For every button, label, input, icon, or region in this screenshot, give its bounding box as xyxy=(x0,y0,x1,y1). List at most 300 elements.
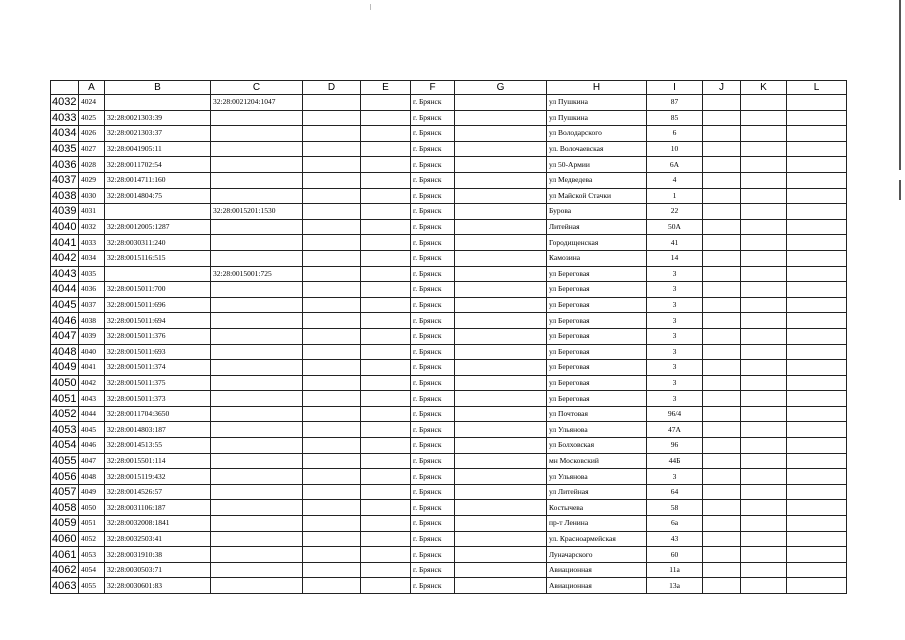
cell-j[interactable] xyxy=(703,141,741,157)
cell-h[interactable]: ул Медведева xyxy=(547,172,647,188)
cell-c[interactable] xyxy=(211,282,303,298)
cell-g[interactable] xyxy=(455,344,547,360)
cell-a[interactable]: 4030 xyxy=(79,188,105,204)
column-header-i[interactable]: I xyxy=(647,81,703,95)
cell-g[interactable] xyxy=(455,547,547,563)
cell-g[interactable] xyxy=(455,126,547,142)
cell-k[interactable] xyxy=(741,282,787,298)
cell-d[interactable] xyxy=(303,126,361,142)
cell-i[interactable]: 41 xyxy=(647,235,703,251)
cell-i[interactable]: 60 xyxy=(647,547,703,563)
cell-b[interactable]: 32:28:0015011:694 xyxy=(105,313,211,329)
cell-d[interactable] xyxy=(303,188,361,204)
column-header-g[interactable]: G xyxy=(455,81,547,95)
cell-i[interactable]: 3 xyxy=(647,282,703,298)
cell-k[interactable] xyxy=(741,110,787,126)
cell-e[interactable] xyxy=(361,406,411,422)
cell-b[interactable]: 32:28:0011702:54 xyxy=(105,157,211,173)
cell-h[interactable]: Городищенская xyxy=(547,235,647,251)
cell-i[interactable]: 6 xyxy=(647,126,703,142)
cell-h[interactable]: ул Береговая xyxy=(547,297,647,313)
cell-h[interactable]: ул Ульянова xyxy=(547,469,647,485)
cell-h[interactable]: ул 50-Армии xyxy=(547,157,647,173)
cell-e[interactable] xyxy=(361,219,411,235)
cell-i[interactable]: 43 xyxy=(647,531,703,547)
cell-i[interactable]: 58 xyxy=(647,500,703,516)
cell-d[interactable] xyxy=(303,578,361,594)
cell-j[interactable] xyxy=(703,547,741,563)
cell-c[interactable] xyxy=(211,141,303,157)
cell-j[interactable] xyxy=(703,95,741,111)
cell-a[interactable]: 4037 xyxy=(79,297,105,313)
cell-h[interactable]: ул Береговая xyxy=(547,328,647,344)
cell-f[interactable]: г. Брянск xyxy=(411,313,455,329)
cell-b[interactable]: 32:28:0030601:83 xyxy=(105,578,211,594)
cell-a[interactable]: 4033 xyxy=(79,235,105,251)
cell-i[interactable]: 1 xyxy=(647,188,703,204)
cell-f[interactable]: г. Брянск xyxy=(411,235,455,251)
cell-i[interactable]: 87 xyxy=(647,95,703,111)
cell-f[interactable]: г. Брянск xyxy=(411,110,455,126)
cell-a[interactable]: 4042 xyxy=(79,375,105,391)
cell-c[interactable] xyxy=(211,360,303,376)
cell-d[interactable] xyxy=(303,422,361,438)
cell-l[interactable] xyxy=(787,375,847,391)
cell-h[interactable]: ул Береговая xyxy=(547,266,647,282)
cell-a[interactable]: 4051 xyxy=(79,516,105,532)
column-header-a[interactable]: A xyxy=(79,81,105,95)
cell-j[interactable] xyxy=(703,172,741,188)
cell-k[interactable] xyxy=(741,453,787,469)
cell-l[interactable] xyxy=(787,360,847,376)
cell-h[interactable]: ул Володарского xyxy=(547,126,647,142)
cell-g[interactable] xyxy=(455,188,547,204)
cell-d[interactable] xyxy=(303,266,361,282)
cell-h[interactable]: ул Болховская xyxy=(547,438,647,454)
cell-g[interactable] xyxy=(455,484,547,500)
cell-j[interactable] xyxy=(703,516,741,532)
cell-d[interactable] xyxy=(303,547,361,563)
cell-h[interactable]: ул Пушкина xyxy=(547,110,647,126)
cell-d[interactable] xyxy=(303,313,361,329)
cell-a[interactable]: 4027 xyxy=(79,141,105,157)
cell-f[interactable]: г. Брянск xyxy=(411,578,455,594)
cell-e[interactable] xyxy=(361,344,411,360)
cell-c[interactable]: 32:28:0015201:1530 xyxy=(211,204,303,220)
column-header-c[interactable]: C xyxy=(211,81,303,95)
row-number[interactable]: 4060 xyxy=(51,531,79,547)
cell-k[interactable] xyxy=(741,157,787,173)
cell-c[interactable] xyxy=(211,531,303,547)
cell-k[interactable] xyxy=(741,219,787,235)
cell-c[interactable] xyxy=(211,313,303,329)
cell-j[interactable] xyxy=(703,235,741,251)
cell-i[interactable]: 64 xyxy=(647,484,703,500)
row-number[interactable]: 4058 xyxy=(51,500,79,516)
cell-g[interactable] xyxy=(455,282,547,298)
cell-h[interactable]: ул Береговая xyxy=(547,375,647,391)
cell-c[interactable]: 32:28:0015001:725 xyxy=(211,266,303,282)
cell-b[interactable]: 32:28:0014711:160 xyxy=(105,172,211,188)
cell-a[interactable]: 4041 xyxy=(79,360,105,376)
cell-c[interactable] xyxy=(211,328,303,344)
cell-g[interactable] xyxy=(455,469,547,485)
cell-g[interactable] xyxy=(455,360,547,376)
cell-i[interactable]: 96 xyxy=(647,438,703,454)
cell-g[interactable] xyxy=(455,110,547,126)
cell-k[interactable] xyxy=(741,313,787,329)
cell-l[interactable] xyxy=(787,126,847,142)
cell-i[interactable]: 3 xyxy=(647,328,703,344)
cell-k[interactable] xyxy=(741,328,787,344)
cell-f[interactable]: г. Брянск xyxy=(411,95,455,111)
cell-d[interactable] xyxy=(303,453,361,469)
cell-g[interactable] xyxy=(455,438,547,454)
cell-i[interactable]: 3 xyxy=(647,297,703,313)
cell-c[interactable] xyxy=(211,562,303,578)
cell-b[interactable]: 32:28:0032008:1841 xyxy=(105,516,211,532)
cell-h[interactable]: ул Береговая xyxy=(547,344,647,360)
row-number[interactable]: 4035 xyxy=(51,141,79,157)
cell-j[interactable] xyxy=(703,469,741,485)
cell-e[interactable] xyxy=(361,204,411,220)
cell-b[interactable]: 32:28:0032503:41 xyxy=(105,531,211,547)
row-number[interactable]: 4054 xyxy=(51,438,79,454)
cell-k[interactable] xyxy=(741,547,787,563)
cell-k[interactable] xyxy=(741,126,787,142)
row-number[interactable]: 4052 xyxy=(51,406,79,422)
cell-g[interactable] xyxy=(455,204,547,220)
cell-h[interactable]: ул Береговая xyxy=(547,360,647,376)
cell-f[interactable]: г. Брянск xyxy=(411,562,455,578)
cell-j[interactable] xyxy=(703,422,741,438)
cell-i[interactable]: 10 xyxy=(647,141,703,157)
cell-j[interactable] xyxy=(703,531,741,547)
cell-d[interactable] xyxy=(303,469,361,485)
cell-d[interactable] xyxy=(303,110,361,126)
row-number[interactable]: 4063 xyxy=(51,578,79,594)
cell-k[interactable] xyxy=(741,375,787,391)
cell-k[interactable] xyxy=(741,204,787,220)
cell-l[interactable] xyxy=(787,313,847,329)
cell-j[interactable] xyxy=(703,344,741,360)
cell-i[interactable]: 6а xyxy=(647,516,703,532)
cell-l[interactable] xyxy=(787,297,847,313)
cell-l[interactable] xyxy=(787,157,847,173)
cell-b[interactable]: 32:28:0031106:187 xyxy=(105,500,211,516)
cell-b[interactable]: 32:28:0014803:187 xyxy=(105,422,211,438)
cell-b[interactable]: 32:28:0015119:432 xyxy=(105,469,211,485)
column-header-k[interactable]: K xyxy=(741,81,787,95)
cell-e[interactable] xyxy=(361,375,411,391)
cell-f[interactable]: г. Брянск xyxy=(411,188,455,204)
cell-j[interactable] xyxy=(703,453,741,469)
cell-a[interactable]: 4050 xyxy=(79,500,105,516)
cell-d[interactable] xyxy=(303,391,361,407)
cell-h[interactable]: мн Московский xyxy=(547,453,647,469)
cell-d[interactable] xyxy=(303,204,361,220)
cell-e[interactable] xyxy=(361,141,411,157)
cell-c[interactable] xyxy=(211,547,303,563)
row-number[interactable]: 4049 xyxy=(51,360,79,376)
cell-c[interactable] xyxy=(211,235,303,251)
cell-h[interactable]: ул Почтовая xyxy=(547,406,647,422)
cell-g[interactable] xyxy=(455,328,547,344)
cell-c[interactable] xyxy=(211,438,303,454)
cell-c[interactable] xyxy=(211,172,303,188)
row-number[interactable]: 4043 xyxy=(51,266,79,282)
cell-g[interactable] xyxy=(455,578,547,594)
cell-d[interactable] xyxy=(303,438,361,454)
cell-f[interactable]: г. Брянск xyxy=(411,282,455,298)
cell-i[interactable]: 3 xyxy=(647,313,703,329)
cell-b[interactable]: 32:28:0021303:37 xyxy=(105,126,211,142)
cell-h[interactable]: Авиационная xyxy=(547,562,647,578)
cell-f[interactable]: г. Брянск xyxy=(411,219,455,235)
cell-l[interactable] xyxy=(787,562,847,578)
cell-l[interactable] xyxy=(787,531,847,547)
cell-h[interactable]: ул Береговая xyxy=(547,313,647,329)
cell-e[interactable] xyxy=(361,484,411,500)
cell-l[interactable] xyxy=(787,453,847,469)
cell-e[interactable] xyxy=(361,578,411,594)
cell-k[interactable] xyxy=(741,95,787,111)
cell-g[interactable] xyxy=(455,219,547,235)
cell-j[interactable] xyxy=(703,500,741,516)
cell-i[interactable]: 96/4 xyxy=(647,406,703,422)
cell-c[interactable] xyxy=(211,157,303,173)
column-header-f[interactable]: F xyxy=(411,81,455,95)
cell-b[interactable] xyxy=(105,95,211,111)
cell-l[interactable] xyxy=(787,235,847,251)
cell-g[interactable] xyxy=(455,141,547,157)
cell-a[interactable]: 4029 xyxy=(79,172,105,188)
row-number[interactable]: 4046 xyxy=(51,313,79,329)
cell-b[interactable]: 32:28:0015011:696 xyxy=(105,297,211,313)
cell-b[interactable]: 32:28:0015116:515 xyxy=(105,250,211,266)
cell-l[interactable] xyxy=(787,328,847,344)
cell-l[interactable] xyxy=(787,172,847,188)
cell-k[interactable] xyxy=(741,297,787,313)
row-number[interactable]: 4055 xyxy=(51,453,79,469)
cell-j[interactable] xyxy=(703,391,741,407)
cell-a[interactable]: 4047 xyxy=(79,453,105,469)
cell-i[interactable]: 3 xyxy=(647,375,703,391)
cell-l[interactable] xyxy=(787,500,847,516)
cell-d[interactable] xyxy=(303,344,361,360)
cell-f[interactable]: г. Брянск xyxy=(411,469,455,485)
cell-l[interactable] xyxy=(787,484,847,500)
cell-d[interactable] xyxy=(303,375,361,391)
row-number[interactable]: 4053 xyxy=(51,422,79,438)
cell-a[interactable]: 4024 xyxy=(79,95,105,111)
cell-f[interactable]: г. Брянск xyxy=(411,422,455,438)
cell-j[interactable] xyxy=(703,297,741,313)
cell-d[interactable] xyxy=(303,516,361,532)
row-number[interactable]: 4036 xyxy=(51,157,79,173)
cell-a[interactable]: 4054 xyxy=(79,562,105,578)
cell-b[interactable] xyxy=(105,204,211,220)
cell-a[interactable]: 4046 xyxy=(79,438,105,454)
cell-k[interactable] xyxy=(741,438,787,454)
cell-d[interactable] xyxy=(303,328,361,344)
cell-e[interactable] xyxy=(361,266,411,282)
cell-j[interactable] xyxy=(703,282,741,298)
cell-f[interactable]: г. Брянск xyxy=(411,453,455,469)
cell-d[interactable] xyxy=(303,157,361,173)
cell-f[interactable]: г. Брянск xyxy=(411,484,455,500)
cell-l[interactable] xyxy=(787,516,847,532)
cell-i[interactable]: 11а xyxy=(647,562,703,578)
cell-l[interactable] xyxy=(787,110,847,126)
cell-l[interactable] xyxy=(787,344,847,360)
cell-k[interactable] xyxy=(741,484,787,500)
cell-e[interactable] xyxy=(361,500,411,516)
cell-c[interactable] xyxy=(211,484,303,500)
cell-d[interactable] xyxy=(303,500,361,516)
cell-j[interactable] xyxy=(703,484,741,500)
cell-i[interactable]: 13а xyxy=(647,578,703,594)
cell-f[interactable]: г. Брянск xyxy=(411,266,455,282)
cell-i[interactable]: 3 xyxy=(647,360,703,376)
cell-e[interactable] xyxy=(361,469,411,485)
cell-j[interactable] xyxy=(703,438,741,454)
cell-i[interactable]: 85 xyxy=(647,110,703,126)
cell-k[interactable] xyxy=(741,422,787,438)
cell-j[interactable] xyxy=(703,250,741,266)
cell-h[interactable]: Литейная xyxy=(547,219,647,235)
cell-f[interactable]: г. Брянск xyxy=(411,438,455,454)
cell-c[interactable] xyxy=(211,516,303,532)
cell-c[interactable] xyxy=(211,469,303,485)
cell-h[interactable]: ул Литейная xyxy=(547,484,647,500)
cell-c[interactable] xyxy=(211,375,303,391)
cell-k[interactable] xyxy=(741,235,787,251)
row-number[interactable]: 4037 xyxy=(51,172,79,188)
cell-e[interactable] xyxy=(361,562,411,578)
cell-g[interactable] xyxy=(455,453,547,469)
cell-g[interactable] xyxy=(455,297,547,313)
cell-g[interactable] xyxy=(455,250,547,266)
cell-i[interactable]: 3 xyxy=(647,344,703,360)
cell-h[interactable]: Костычева xyxy=(547,500,647,516)
cell-d[interactable] xyxy=(303,95,361,111)
cell-k[interactable] xyxy=(741,562,787,578)
cell-j[interactable] xyxy=(703,360,741,376)
cell-a[interactable]: 4026 xyxy=(79,126,105,142)
cell-a[interactable]: 4040 xyxy=(79,344,105,360)
cell-h[interactable]: Авиационная xyxy=(547,578,647,594)
cell-d[interactable] xyxy=(303,235,361,251)
cell-i[interactable]: 3 xyxy=(647,266,703,282)
cell-b[interactable] xyxy=(105,266,211,282)
cell-a[interactable]: 4032 xyxy=(79,219,105,235)
cell-k[interactable] xyxy=(741,578,787,594)
row-number[interactable]: 4056 xyxy=(51,469,79,485)
row-number[interactable]: 4057 xyxy=(51,484,79,500)
cell-l[interactable] xyxy=(787,188,847,204)
cell-a[interactable]: 4052 xyxy=(79,531,105,547)
row-number[interactable]: 4041 xyxy=(51,235,79,251)
row-number[interactable]: 4048 xyxy=(51,344,79,360)
cell-b[interactable]: 32:28:0015011:376 xyxy=(105,328,211,344)
cell-a[interactable]: 4031 xyxy=(79,204,105,220)
cell-l[interactable] xyxy=(787,547,847,563)
cell-d[interactable] xyxy=(303,562,361,578)
cell-c[interactable] xyxy=(211,110,303,126)
cell-j[interactable] xyxy=(703,188,741,204)
cell-h[interactable]: ул. Красноармейская xyxy=(547,531,647,547)
cell-g[interactable] xyxy=(455,422,547,438)
column-header-h[interactable]: H xyxy=(547,81,647,95)
cell-k[interactable] xyxy=(741,500,787,516)
cell-h[interactable]: Луначарского xyxy=(547,547,647,563)
cell-i[interactable]: 22 xyxy=(647,204,703,220)
cell-j[interactable] xyxy=(703,375,741,391)
cell-f[interactable]: г. Брянск xyxy=(411,204,455,220)
cell-a[interactable]: 4048 xyxy=(79,469,105,485)
cell-c[interactable] xyxy=(211,344,303,360)
cell-f[interactable]: г. Брянск xyxy=(411,141,455,157)
cell-a[interactable]: 4039 xyxy=(79,328,105,344)
cell-b[interactable]: 32:28:0015011:693 xyxy=(105,344,211,360)
cell-e[interactable] xyxy=(361,531,411,547)
cell-l[interactable] xyxy=(787,391,847,407)
cell-l[interactable] xyxy=(787,266,847,282)
column-header-b[interactable]: B xyxy=(105,81,211,95)
cell-b[interactable]: 32:28:0015011:373 xyxy=(105,391,211,407)
cell-b[interactable]: 32:28:0031910:38 xyxy=(105,547,211,563)
cell-h[interactable]: ул Береговая xyxy=(547,282,647,298)
cell-i[interactable]: 4 xyxy=(647,172,703,188)
cell-g[interactable] xyxy=(455,406,547,422)
cell-d[interactable] xyxy=(303,484,361,500)
cell-c[interactable] xyxy=(211,188,303,204)
cell-b[interactable]: 32:28:0041905:11 xyxy=(105,141,211,157)
row-number[interactable]: 4061 xyxy=(51,547,79,563)
cell-j[interactable] xyxy=(703,313,741,329)
cell-e[interactable] xyxy=(361,188,411,204)
cell-d[interactable] xyxy=(303,250,361,266)
cell-e[interactable] xyxy=(361,172,411,188)
cell-f[interactable]: г. Брянск xyxy=(411,360,455,376)
cell-f[interactable]: г. Брянск xyxy=(411,126,455,142)
cell-e[interactable] xyxy=(361,157,411,173)
cell-a[interactable]: 4034 xyxy=(79,250,105,266)
cell-d[interactable] xyxy=(303,141,361,157)
cell-e[interactable] xyxy=(361,235,411,251)
cell-b[interactable]: 32:28:0030503:71 xyxy=(105,562,211,578)
cell-a[interactable]: 4049 xyxy=(79,484,105,500)
cell-g[interactable] xyxy=(455,172,547,188)
cell-a[interactable]: 4045 xyxy=(79,422,105,438)
cell-k[interactable] xyxy=(741,188,787,204)
cell-d[interactable] xyxy=(303,297,361,313)
cell-d[interactable] xyxy=(303,360,361,376)
cell-g[interactable] xyxy=(455,157,547,173)
cell-d[interactable] xyxy=(303,282,361,298)
cell-c[interactable] xyxy=(211,422,303,438)
cell-l[interactable] xyxy=(787,406,847,422)
cell-l[interactable] xyxy=(787,422,847,438)
column-header-d[interactable]: D xyxy=(303,81,361,95)
cell-k[interactable] xyxy=(741,406,787,422)
cell-a[interactable]: 4038 xyxy=(79,313,105,329)
cell-k[interactable] xyxy=(741,391,787,407)
cell-i[interactable]: 6А xyxy=(647,157,703,173)
cell-b[interactable]: 32:28:0014526:57 xyxy=(105,484,211,500)
cell-e[interactable] xyxy=(361,95,411,111)
